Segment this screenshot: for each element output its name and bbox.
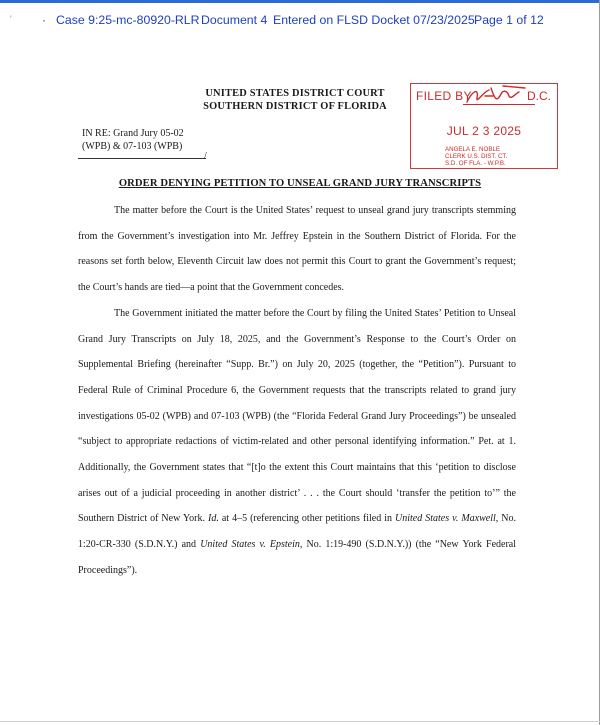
case-epstein: United States v. Epstein (200, 539, 300, 551)
case-number: Case 9:25-mc-80920-RLR (56, 13, 200, 27)
page-bottom-edge (0, 721, 600, 722)
stamp-date: JUL 2 3 2025 (446, 124, 522, 138)
filed-stamp (410, 83, 558, 169)
stamp-clerk-title: CLERK U.S. DIST. CT. (445, 153, 508, 160)
court-caption (190, 87, 400, 113)
stamp-dc: D.C. (527, 89, 551, 103)
paragraph-2-cite: at 4–5 (referencing other petitions filed in (218, 513, 396, 525)
paragraph-1: The matter before the Court is the United States’ request to unseal grand jury transcripts stemming from the Government’s investigation into Mr. Jeffrey Epstein in the Southern District of Florida. For the reasons set forth below, Eleventh Circuit law does not permit this Court to grant the Government’s request; the Court’s hands are tied—a point that the Government concedes. (78, 205, 516, 294)
page-indicator: Page 1 of 12 (474, 13, 544, 27)
paragraph-2-end: , No. 1:19-490 (S.D.N.Y.)) (the “New York Federal Proceedings”). (78, 539, 516, 576)
top-accent-bar (0, 0, 600, 3)
signature-line (463, 104, 535, 105)
caption-rule (78, 158, 206, 159)
court-name: UNITED STATES DISTRICT COURT (205, 88, 385, 99)
docket-entry-date: Entered on FLSD Docket 07/23/2025 (273, 13, 475, 27)
order-title: ORDER DENYING PETITION TO UNSEAL GRAND JURY TRANSCRIPTS (118, 178, 482, 189)
caption-slash: / (204, 151, 207, 162)
court-district: SOUTHERN DISTRICT OF FLORIDA (203, 101, 387, 112)
stamp-clerk-district: S.D. OF FLA. - W.P.B. (445, 160, 506, 167)
paragraph-2-text: The Government initiated the matter before the Court by filing the United States’ Petition to Unseal Grand Jury Transcripts on July 18, 2025, and the Government’s Response to the Court’s Order on Supplemental Briefing (hereinafter “Supp. Br.”) on July 20, 2025 (together, the “Petition”). Pursuant to Federal Rule of Criminal Procedure 6, the Government requests that the transcripts related to grand jury investigations 05-02 (WPB) and 07-103 (WPB) (the “Florida Federal Grand Jury Proceedings”) be unsealed “subject to appropriate redactions of victim-related and other personal identifying information.” Pet. at 1. Additionally, the Government states that “[t]o the extent this Court maintains that this ‘petition to disclose arises out of a judicial proceeding in another district’ . . . the Court should ‘transfer the petition to’” the Southern District of New York. (78, 307, 516, 525)
in-re-caption (82, 127, 184, 153)
citation-id: Id. (208, 513, 219, 525)
stamp-clerk-name: ANGELA E. NOBLE (445, 146, 501, 153)
order-body (78, 198, 516, 584)
case-maxwell: United States v. Maxwell (395, 513, 496, 525)
margin-mark: ' (10, 14, 12, 24)
bullet-icon: · (42, 13, 47, 27)
stamp-clerk (411, 146, 557, 167)
stamp-filed-by: FILED BY (416, 89, 472, 103)
paragraph-2-mid: , No. 1:20-CR-330 (S.D.N.Y.) and (78, 513, 517, 551)
document-number: Document 4 (201, 13, 268, 27)
paragraph-2 (78, 301, 516, 584)
in-re-line-2: (WPB) & 07-103 (WPB) (82, 141, 183, 152)
in-re-line-1: IN RE: Grand Jury 05-02 (82, 128, 184, 139)
